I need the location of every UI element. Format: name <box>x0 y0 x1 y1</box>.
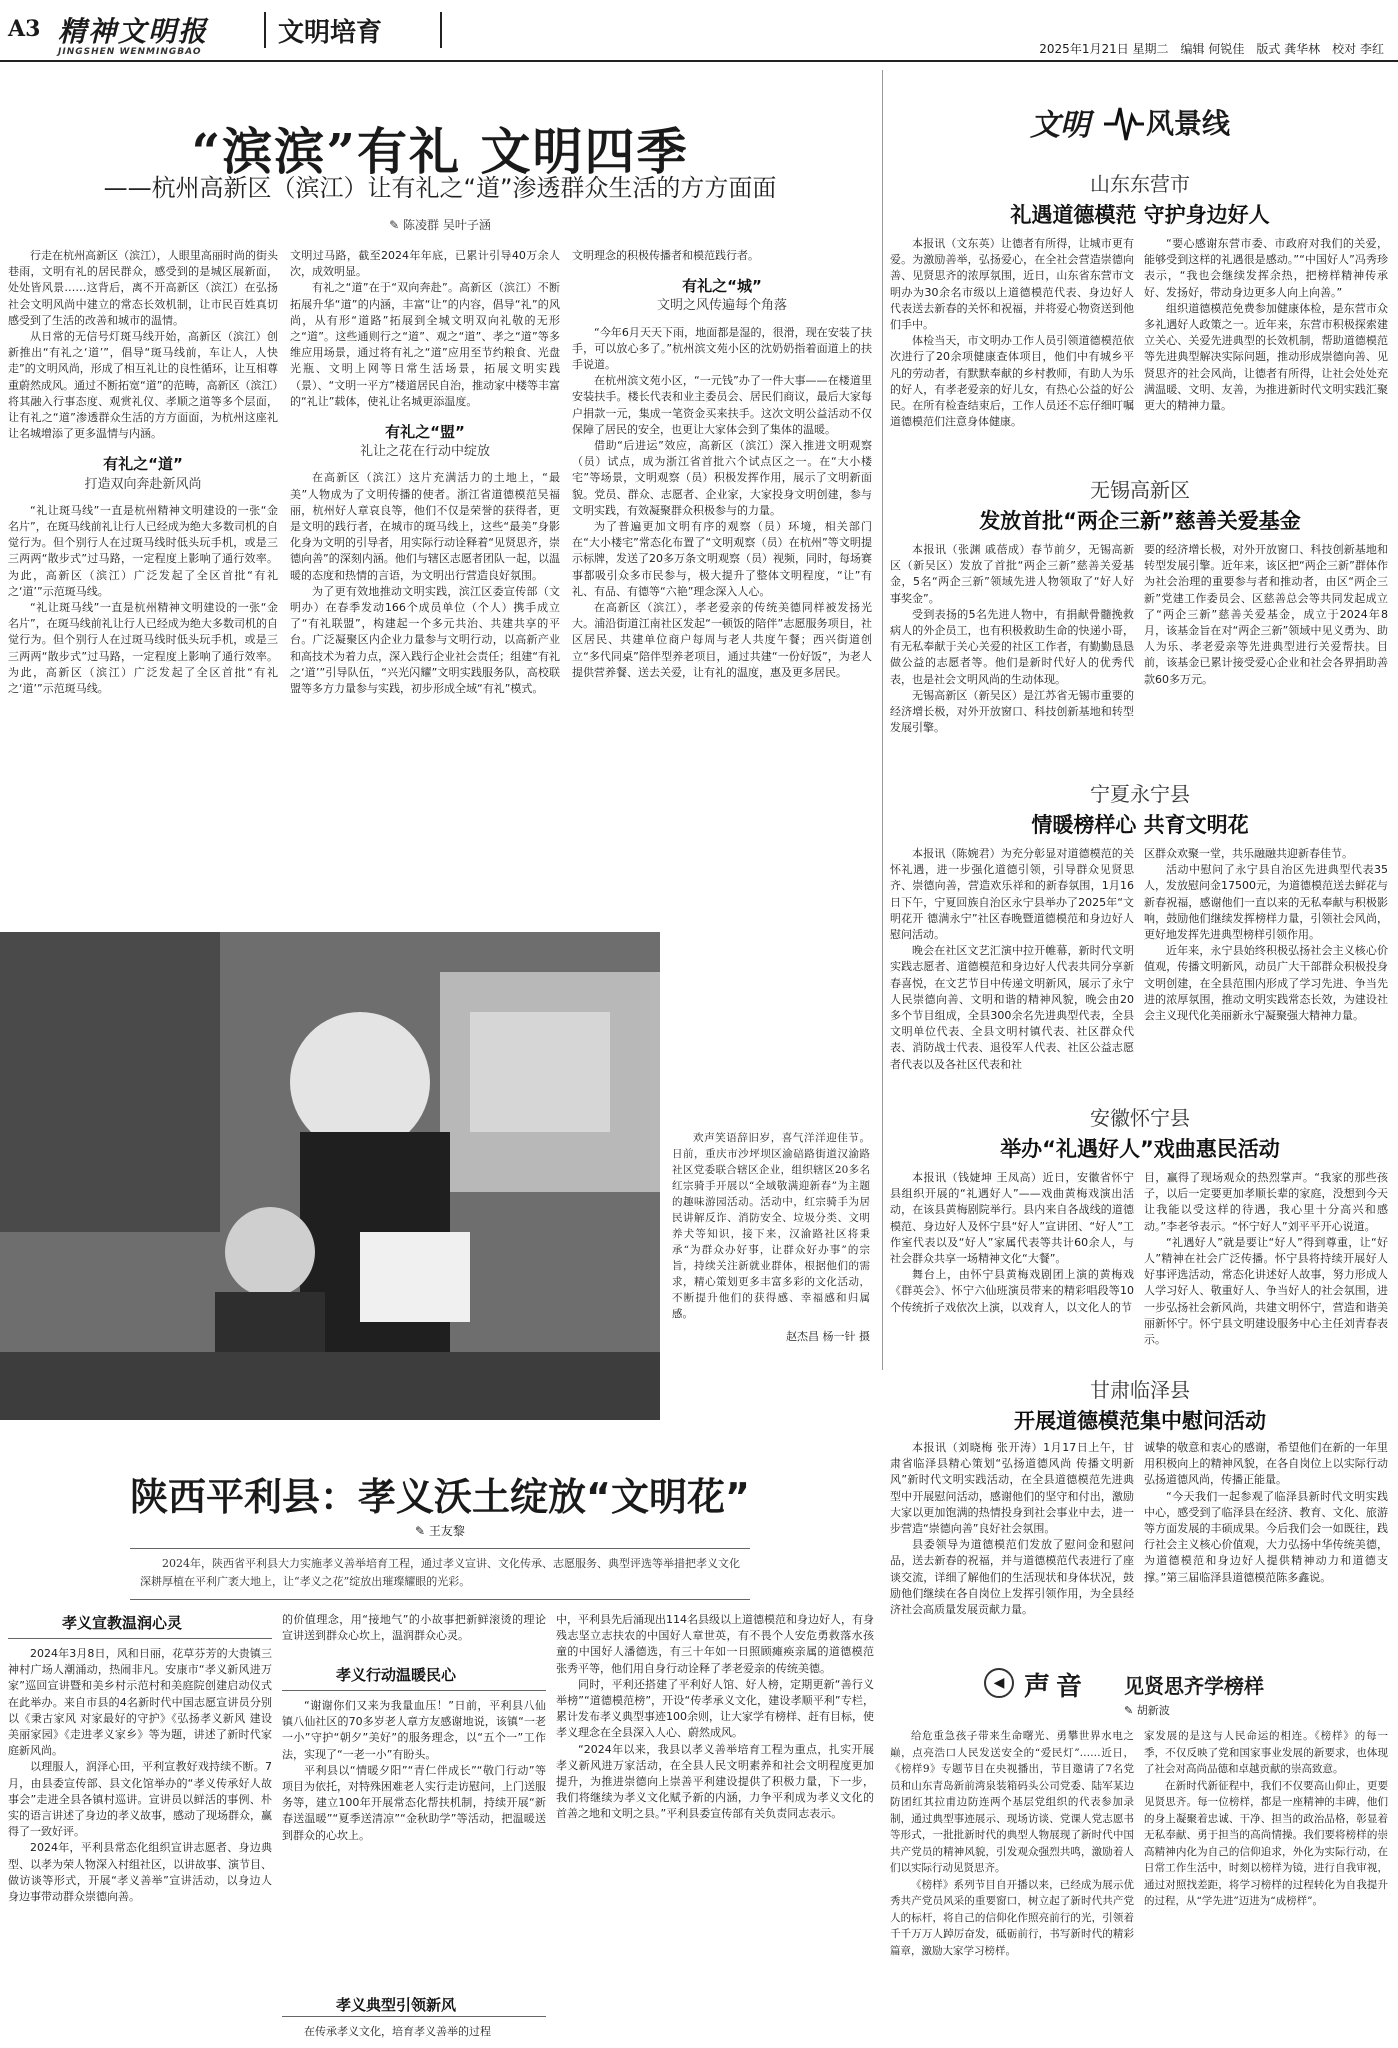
lead-col-2 <box>290 248 560 948</box>
news-body-right <box>1144 846 1388 1096</box>
shaanxi-col-2-bottom <box>282 2024 546 2044</box>
news-paragraph: 本报讯（张渊 戚蓓成）春节前夕，无锡高新区（新吴区）发放了首批“两企三新”慈善关爱基金，5名“两企三新”领域先进人物领取了“好人好事奖金”。 <box>890 543 1134 605</box>
column-brand-2: 风景线 <box>1146 107 1231 140</box>
photo-credit: 赵杰昌 杨一针 摄 <box>786 1330 870 1343</box>
voice-paragraph: 家发展的是这与人民命运的相连。《榜样》的每一季，不仅反映了党和国家事业发展的新要求，也体现了社会对高尚品德和卓越贡献的崇高致意。 <box>1144 1730 1388 1775</box>
lead-paragraph: “礼让斑马线”一直是杭州精神文明建设的一张“金名片”，在斑马线前礼让行人已经成为绝大多数司机的自觉行为。但个别行人在过斑马线时低头玩手机，或是三三两两“散步式”过马路，一定程度上影响了通行效率。为此，高新区（滨江）广泛发起了全区首批“有礼之‘道’”示范斑马线。 <box>8 601 278 696</box>
news-paragraph: 体检当天，市文明办工作人员引领道德模范依次进行了20余项健康查体项目，他们中有城乡平凡的劳动者，有默默奉献的乡村教师，有助人为乐的好人，有孝老爱亲的好儿女，有热心公益的好公民。在所有检查结束后，工作人员还不忘仔细叮嘱道德模范们注意身体健康。 <box>890 334 1134 429</box>
lead-paragraph: 从日常的无信号灯斑马线开始，高新区（滨江）创新推出“有礼之‘道’”，倡导“斑马线前，车让人，人快走”的文明风尚，形成了相互礼让的良性循环，让互相尊重蔚然成风。通过不断拓宽“道”的范畴，高新区（滨江）将其融入行事态度、观赏礼仪、孝顺之道等多个层面，让有礼之“道”渗透群众生活的方方面面，为杭州这座礼让名城增添了更多温情与内涵。 <box>8 330 278 441</box>
shaanxi-paragraph: 在传承孝义文化，培育孝义善举的过程 <box>304 2025 491 2038</box>
pen-icon: ✎ <box>415 1524 429 1538</box>
news-paragraph: 活动中慰问了永宁县自治区先进典型代表35人，发放慰问金17500元，为道德模范送去鲜花与新春祝福，感谢他们一直以来的无私奉献与积极影响，鼓励他们继续发挥榜样力量，引领社会风尚，更好地发挥先进典型榜样引领作用。 <box>1144 863 1388 942</box>
news-paragraph: 受到表扬的5名先进人物中，有捐献骨髓挽救病人的外企员工，也有积极救助生命的快递小哥，有无私奉献于关心关爱的社区工作者，有勤勤恳恳做公益的志愿者等。他们是新时代好人的优秀代表，也是社会文明风尚的生动体现。 <box>890 607 1134 686</box>
news-paragraph: 区群众欢聚一堂，共乐融融共迎新春佳节。 <box>1144 847 1353 860</box>
pen-icon: ✎ <box>1124 1704 1137 1717</box>
lead-sub-heading-1 <box>8 456 278 492</box>
shaanxi-paragraph: 平利县以“情暖夕阳”“青仁伴成长”“敬门行动”等项目为依托，对特殊困难老人实行走访慰问，上门送服务等，建立100年开展常态化帮扶机制，持续开展“新春送温暖”“夏季送清凉”“金秋助学”等活动，把温暖送到群众的心坎上。 <box>282 1763 546 1842</box>
shaanxi-paragraph: 以理服人，润泽心田，平利宣教好戏持续不断。7月，由县委宣传部、县文化馆举办的“孝义传承好人故事会”走进全县各镇村巡讲。宣讲员以鲜活的事例、朴实的语言讲述了身边的孝义故事，感动了现场群众，赢得了一致好评。 <box>8 1760 272 1839</box>
lead-sub-heading-2 <box>290 424 560 460</box>
news-paragraph: 组织道德模范免费参加健康体检，是东营市众多礼遇好人政策之一。近年来，东营市积极探索建立关心、关爱先进典型的长效机制，帮助道德模范等先进典型解决实际问题，推动形成崇德向善、见贤思齐的社会风尚，让德者有所得，让社会处处充满温暖、文明、友善，为推进新时代文明实践汇聚更大的精神力量。 <box>1144 301 1388 413</box>
sub-heading-title: 有礼之“城” <box>682 277 762 296</box>
shaanxi-col-3 <box>556 1612 874 2042</box>
lead-paragraph: 为了更有效地推动文明实践，滨江区委宣传部（文明办）在春季发动166个成员单位（个人）携手成立了“有礼联盟”，构建起一个多元共治、共建共享的平台。广泛凝聚区内企业力量参与文明行动，以高新产业和高技术为着力点，深入践行企业社会责任；组建“有礼之‘道’”引导队伍，“兴光闪耀”文明实践服务队，高校联盟等多方力量参与实践，初步形成全域“有礼”模式。 <box>290 584 560 696</box>
sub-heading-rule <box>8 1638 272 1639</box>
voice-title: 见贤思齐学榜样 <box>1124 1674 1264 1698</box>
voice-label: 声音 <box>1024 1672 1089 1702</box>
sub-heading-title: 有礼之“道” <box>103 455 183 474</box>
shaanxi-paragraph: 的价值理念，用“接地气”的小故事把新鲜滚烫的理论宣讲送到群众心坎上，温润群众心灵。 <box>282 1613 546 1643</box>
news-heading <box>890 778 1390 839</box>
shaanxi-sub-heading-1 <box>8 1612 272 1633</box>
voice-body-right <box>1144 1728 1388 2044</box>
sub-heading-title: 有礼之“盟” <box>385 423 465 442</box>
voice-header <box>984 1662 1388 1722</box>
news-body-right <box>1144 236 1388 462</box>
news-place: 无锡高新区 <box>1090 478 1190 502</box>
shaanxi-paragraph: 中，平利县先后涌现出114名县级以上道德模范和身边好人，有身残志坚立志扶农的中国好人章世英，有不畏个人安危勇救落水孩童的中国好人潘德选，有三十年如一日照顾瘫痪亲属的道德模范张秀平等，他们用自身行动诠释了孝老爱亲的传统美德。 <box>556 1613 874 1675</box>
voice-body-left <box>890 1728 1134 2044</box>
photo-caption-box <box>660 1118 882 1418</box>
lead-paragraph: 在杭州滨文苑小区，“一元钱”办了一件大事——在楼道里安装扶手。楼长代表和业主委员会、居民们商议，最后大家每户捐款一元，集成一笔资金买来扶手。这次文明公益活动不仅保障了居民的安全，也更让大家体会到了集体的温暖。 <box>572 374 872 436</box>
pen-icon: ✎ <box>389 218 404 232</box>
news-body-left <box>890 846 1134 1096</box>
shaanxi-paragraph: 2024年3月8日，风和日丽，花草芬芳的大贵镇三神村广场人潮涌动，热闹非凡。安康市“孝义新风进万家”巡回宣讲暨和美乡村示范村和美庭院创建启动仪式在此举办。来自市县的4名新时代中国志愿宣讲员分别以《秉古家风 对家最好的守护》《弘扬孝义新风 建设美丽家园》《走进孝义家乡》等为题，讲述了新时代家庭新风尚。 <box>8 1647 272 1758</box>
voice-paragraph: 《榜样》系列节目自开播以来，已经成为展示优秀共产党员风采的重要窗口，树立起了新时代共产党人的标杆，将自己的信仰化作照亮前行的光，引领着千千万万人踔厉奋发，砥砺前行，书写新时代的精彩篇章，激励大家学习榜样。 <box>890 1878 1134 1957</box>
lead-paragraph: 文明过马路，截至2024年年底，已累计引导40万余人次，成效明显。 <box>290 249 560 279</box>
page-number: A3 <box>8 16 41 42</box>
lead-paragraph: “今年6月天天下雨，地面都是湿的，很滑，现在安装了扶手，可以放心多了。”杭州滨文苑小区的沈奶奶指着面道上的扶手说道。 <box>572 325 872 372</box>
sub-heading-slogan: 文明之风传遍每个角落 <box>656 298 787 314</box>
shaanxi-intro: 2024年，陕西省平利县大力实施孝义善举培育工程，通过孝义宣讲、文化传承、志愿服务、典型评选等举措把孝义文化深耕厚植在平利广袤大地上，让“孝义之花”绽放出璀璨耀眼的光彩。 <box>140 1557 740 1588</box>
section-divider-2 <box>440 12 442 48</box>
lead-paragraph: 在高新区（滨江），孝老爱亲的传统美德同样被发扬光大。浦沿街道江南社区发起“一顿饭的陪伴”志愿服务项目，社区居民、共建单位商户每周与老人共度午餐；西兴街道创立“多代同桌”陪伴型养老项目，通过共建“一份好饭”，为老人提供营养餐、送去关爱，让有礼的温度，惠及更多居民。 <box>572 601 872 679</box>
news-paragraph: 晚会在社区文艺汇演中拉开帷幕，新时代文明实践志愿者、道德模范和身边好人代表共同分享新春喜悦，在文艺节目中传递文明新风，展示了永宁人民崇德向善、文明和谐的精神风貌，晚会由20多个节目组成，全县300余名先进典型代表，全县文明单位代表、全县文明村镇代表、社区群众代表、消防战士代表、退役军人代表、社区公益志愿者代表以及各社区代表和社 <box>890 944 1134 1071</box>
section-name: 文明培育 <box>278 18 383 48</box>
news-heading <box>890 1374 1390 1435</box>
news-body-left <box>890 1170 1134 1366</box>
shaanxi-paragraph: 同时，平利还搭建了平利好人馆、好人榜，定期更新“善行义举榜”“道德模范榜”，开设“传孝承义文化，建设孝顺平利”专栏，累计发布孝义典型事迹100余则，让大家学有榜样、赶有目标，使孝义理念在全县深入人心、蔚然成风。 <box>556 1677 874 1740</box>
news-body-left <box>890 236 1134 462</box>
column-header <box>890 96 1390 156</box>
lead-byline-text: 陈凌群 吴叶子涵 <box>403 218 491 232</box>
sub-heading-title: 孝义行动温暖民心 <box>336 1666 457 1684</box>
news-place: 甘肃临泽县 <box>1090 1378 1190 1402</box>
shaanxi-paragraph: “2024年以来，我县以孝义善举培育工程为重点，扎实开展孝义新风进万家活动，在全县人民文明素养和社会文明程度更加提升，为推进崇德向上崇善平利建设提供了积极力量，下一步，我们将继续为孝义文化赋予新的内涵，力争平利成为孝义文化的首善之地和文明之县。”平利县委宣传部有关负责同志表示。 <box>556 1742 874 1821</box>
news-body-right <box>1144 1170 1388 1366</box>
news-paragraph: 县委领导为道德模范们发放了慰问金和慰问品，送去新春的祝福，并与道德模范代表进行了座谈交流，详细了解他们的生活现状和身体状况，鼓励他们继续在各自岗位上发挥引领作用，为全县经济社会高质量发展贡献力量。 <box>890 1538 1134 1617</box>
news-heading <box>890 1102 1390 1163</box>
news-paragraph: “要心感谢东营市委、市政府对我们的关爱，能够受到这样的礼遇很是感动。”“中国好人”冯秀珍表示，“我也会继续发挥余热，把榜样精神传承好、发扬好，带动身边更多人向上向善。” <box>1144 237 1388 299</box>
shaanxi-sub-heading-2 <box>282 1664 546 1685</box>
news-body-left <box>890 542 1134 766</box>
news-body-right <box>1144 1440 1388 1650</box>
shaanxi-paragraph: 2024年，平利县常态化组织宣讲志愿者、身边典型、以孝为荣人物深入村组社区，以讲故事、演节目、做访谈等形式，开展“孝义善举”宣讲活动，以身边人身边事带动群众崇德向善。 <box>8 1841 272 1904</box>
news-paragraph: 本报讯（陈婉君）为充分彰显对道德模范的关怀礼遇，进一步强化道德引领，引导群众见贤思齐、崇德向善，营造欢乐祥和的新春氛围，1月16日下午，宁夏回族自治区永宁县举办了2025年“文明花开 德满永宁”社区春晚暨道德模范和身边好人慰问活动。 <box>890 847 1134 942</box>
shaanxi-sub-heading-3 <box>282 1994 546 2015</box>
news-paragraph: 诚挚的敬意和衷心的感谢，希望他们在新的一年里用积极向上的精神风貌，在各自岗位上以实际行动弘扬道德风尚，传播正能量。 <box>1144 1441 1388 1487</box>
lead-paragraph: “礼让斑马线”一直是杭州精神文明建设的一张“金名片”，在斑马线前礼让行人已经成为绝大多数司机的自觉行为。但个别行人在过斑马线时低头玩手机，或是三三两两“散步式”过马路，一定程度上影响了通行效率。为此，高新区（滨江）广泛发起了全区首批“有礼之‘道’”示范斑马线。 <box>8 503 278 598</box>
sub-heading-title: 孝义典型引领新风 <box>336 1996 457 2014</box>
lead-title: “滨滨”有礼 文明四季 <box>191 122 689 181</box>
shaanxi-col-1 <box>8 1646 272 2042</box>
lead-col-1 <box>8 248 278 948</box>
news-paragraph: “今天我们一起参观了临泽县新时代文明实践中心，感受到了临泽县在经济、教育、文化、旅游等方面发展的丰硕成果。今后我们会一如既往，践行社会主义核心价值观，大力弘扬中华传统美德，为道德模范和身边好人提供精神动力和道德支撑。”第三届临泽县道德模范陈多鑫说。 <box>1144 1489 1388 1584</box>
news-paragraph: 舞台上，由怀宁县黄梅戏剧团上演的黄梅戏《群英会》、怀宁六仙班演员带来的精彩唱段等10个传统折子戏依次上演，以戏育人，以文化人的节 <box>890 1268 1134 1314</box>
lead-col-3 <box>572 248 872 948</box>
sub-heading-title: 孝义宣教温润心灵 <box>62 1614 183 1632</box>
shaanxi-byline-text: 王友黎 <box>428 1524 465 1538</box>
news-paragraph: 近年来，永宁县始终积极弘扬社会主义核心价值观，传播文明新风，动员广大干部群众积极投身文明创建，在全县范围内形成了学习先进、争当先进的浓厚氛围，推动文明实践常态长效，为建设社会主义现代化美丽新永宁凝聚强大精神力量。 <box>1144 944 1388 1023</box>
news-paragraph: 目，赢得了现场观众的热烈掌声。“我家的那些孩子，以后一定要更加孝顺长辈的家庭，没想到今天让我能以受这样的待遇，我心里十分高兴和感动。”李老爷表示。“怀宁好人”刘平平开心说道。 <box>1144 1171 1388 1233</box>
news-place: 山东东营市 <box>1090 172 1190 196</box>
news-paragraph: 要的经济增长极，对外开放窗口、科技创新基地和转型发展引擎。近年来，该区把“两企三新”群体作为社会治理的重要参与者和推动者，由区“两企三新”党建工作委员会、区慈善总会等共同发起成立了“两企三新”慈善关爱基金，成立于2024年8月，该基金旨在对“两企三新”领域中见义勇为、助人为乐、孝老爱亲等先进典型进行关爱帮扶。目前，该基金已累计接受爱心企业和社会各界捐助善款60多万元。 <box>1144 543 1388 686</box>
voice-paragraph: 在新时代新征程中，我们不仅要高山仰止，更要见贤思齐。每一位榜样，都是一座精神的丰碑，他们的身上凝聚着忠诚、干净、担当的政治品格，彰显着无私奉献、勇于担当的高尚情操。我们要将榜样的崇高精神内化为自己的信仰追求，外化为实际行动，在日常工作生活中，时刻以榜样为镜，进行自我审视，通过对照找差距，将学习榜样的过程转化为自我提升的过程，从“学先进”迈进为“成榜样”。 <box>1144 1779 1388 1907</box>
news-headline: 礼遇道德模范 守护身边好人 <box>1010 203 1270 227</box>
paper-name: 精神文明报 <box>58 15 209 48</box>
shaanxi-intro-box <box>130 1548 750 1600</box>
news-place: 宁夏永宁县 <box>1090 782 1190 806</box>
news-heading <box>890 474 1390 535</box>
heartbeat-icon <box>1104 102 1144 142</box>
masthead <box>0 0 1398 62</box>
sub-heading-slogan: 打造双向奔赴新风尚 <box>84 476 202 492</box>
lead-subtitle: ——杭州高新区（滨江）让有礼之“道”渗透群众生活的方方面面 <box>103 174 777 202</box>
news-paragraph: 本报讯（文东英）让德者有所得，让城市更有爱。为激励善举，弘扬爱心，在全社会营造崇德向善、见贤思齐的浓厚氛围，近日，山东省东营市文明办为30余名市级以上道德模范代表、身边好人代表送去新春的关怀和祝福，并将爱心物资送到他们手中。 <box>890 237 1134 332</box>
lead-byline <box>0 216 880 233</box>
news-headline: 举办“礼遇好人”戏曲惠民活动 <box>1000 1137 1280 1161</box>
sub-heading-rule <box>282 1690 546 1691</box>
lead-paragraph: 借助“后进运”效应，高新区（滨江）深入推进文明观察（员）试点，成为浙江省首批六个试点区之一。在“大小楼宅”等场景，文明观察（员）积极发挥作用，展示了文明新面貌。党员、群众、志愿者、企业家，大家投身文明创建，参与文明实践，有效凝聚群众积极参与的力量。 <box>572 439 872 517</box>
shaanxi-byline <box>0 1522 880 1539</box>
photo-illustration <box>0 932 660 1420</box>
news-headline: 开展道德模范集中慰问活动 <box>1014 1409 1266 1433</box>
voice-byline-text: 胡新波 <box>1136 1704 1170 1717</box>
voice-byline <box>1124 1702 1170 1718</box>
masthead-rule <box>0 60 1398 62</box>
speaker-icon: ◀ <box>984 1668 1014 1698</box>
shaanxi-paragraph: “谢谢你们又来为我量血压！”日前，平利县八仙镇八仙社区的70多岁老人章方友感谢地说，该镇“一老一小”守护“朝夕”美好”的服务理念，以“五个一”工作法，实现了“一老一小”有盼头。 <box>282 1699 546 1761</box>
column-brand: 文明 <box>1030 108 1090 143</box>
sub-heading-rule <box>282 2016 546 2017</box>
shaanxi-col-2-mid <box>282 1698 546 1984</box>
news-paragraph: 本报讯（钱婕坤 王凤高）近日，安徽省怀宁县组织开展的“礼遇好人”——戏曲黄梅戏演出活动，在该县黄梅剧院举行。县内来自各战线的道德模范、身边好人及怀宁县“好人”宣讲团、“好人”工作室代表以及“好人”家属代表等共计60余人，与社会群众共享一场精神文化“大餐”。 <box>890 1171 1134 1266</box>
issue-line: 2025年1月21日 星期二 编辑 何锐佳 版式 龚华林 校对 李红 <box>1039 42 1384 56</box>
news-photo <box>0 932 660 1420</box>
lead-paragraph: 在高新区（滨江）这片充满活力的土地上，“最美”人物成为了文明传播的使者。浙江省道德模范吴福丽，杭州好人章哀良等，他们不仅是荣誉的获得者，更是文明的践行者，在城市的斑马线上，这些“最美”身影化身为文明的引导者，用实际行动诠释着“见贤思齐，崇德向善”的深刻内涵。他们与辖区志愿者团队一起，以温暖的态度和热情的言语，为文明出行营造良好氛围。 <box>290 471 560 582</box>
lead-paragraph: 有礼之“道”在于“双向奔赴”。高新区（滨江）不断拓展升华“道”的内涵，丰富“让”的内容，倡导“礼”的风尚，从有形“道路”拓展到全城文明双向礼敬的无形之“道”。这些通则行之“道”、观之“道”、孝之“道”等多维应用场景，通过将有礼之“道”应用至节约粮食、光盘光瓶、文明上网等日常生活场景，拓展文明实践（景）、“文明一平方”楼道居民自治，推动家中楼等丰富的“礼让”载体，使礼让名城更添温度。 <box>290 281 560 408</box>
shaanxi-title: 陕西平利县：孝义沃土绽放“文明花” <box>130 1475 750 1519</box>
news-heading <box>890 168 1390 229</box>
photo-caption: 欢声笑语辞旧岁，喜气洋洋迎佳节。日前，重庆市沙坪坝区渝碚路街道汉渝路社区党委联合辖区企业，组织辖区20多名红宗骑手开展以“全域敬满迎新春”为主题的趣味游园活动。活动中，红宗骑手为居民讲解反诈、消防安全、垃圾分类、文明养犬等知识，接下来，汉渝路社区将秉承“为群众办好事，让群众好办事”的宗旨，持续关注新就业群体，根据他们的需求，精心策划更多丰富多彩的文化活动，不断提升他们的获得感、幸福感和归属感。 <box>672 1132 870 1320</box>
news-headline: 情暖榜样心 共育文明花 <box>1031 813 1249 837</box>
news-paragraph: 无锡高新区（新吴区）是江苏省无锡市重要的经济增长极，对外开放窗口、科技创新基地和转型发展引擎。 <box>890 688 1134 735</box>
lead-paragraph: 行走在杭州高新区（滨江），人眼里高丽时尚的街头巷雨，文明有礼的居民群众，感受到的是城区展新面，处处皆风景……这背后，离不开高新区（滨江）在弘扬社会文明风尚中建立的常态长效机制，让市民百姓真切感受到了生活的改善和城市的温情。 <box>8 249 278 327</box>
shaanxi-col-2-top <box>282 1612 546 1652</box>
news-paragraph: “礼遇好人”就是要让“好人”得到尊重，让“好人”精神在社会广泛传播。怀宁县将持续开展好人好事评选活动，常态化讲述好人故事，努力形成人人学习好人、敬重好人、争当好人的社会氛围，进一步弘扬社会新风尚，共建文明怀宁，营造和谐美丽新怀宁。怀宁县文明建设服务中心主任刘青春表示。 <box>1144 1235 1388 1347</box>
news-paragraph: 本报讯（刘晓梅 张开涛）1月17日上午，甘肃省临泽县精心策划“弘扬道德风尚 传播文明新风”新时代文明实践活动，在全县道德模范先进典型中开展慰问活动，感谢他们的坚守和付出，激励大家以更加饱满的热情投身到社会事业中去，进一步营造“崇德向善”良好社会氛围。 <box>890 1441 1134 1536</box>
news-body-right <box>1144 542 1388 766</box>
column-divider <box>882 70 883 1370</box>
paper-pinyin: JINGSHEN WENMINGBAO <box>58 47 202 57</box>
news-place: 安徽怀宁县 <box>1090 1106 1190 1130</box>
lead-sub-heading-3 <box>572 278 872 314</box>
voice-paragraph: 给危重急孩子带来生命曙光、勇攀世界水电之巅，点亮浩口人民发送安全的“爱民灯”……近日，《榜样9》专题节目在央视播出，节目邀请了7名党员和山东青岛新前湾泉装箱码头公司党委、陆军某边防团红其拉甫边防连两个基层党组织的代表参加录制，通过典型事迹展示、现场访谈、党课人党志愿书等形式，一批批新时代的典型人物展现了新时代中国共产党员的精神风貌，引发观众强烈共鸣，激励着人们以实际行动见贤思齐。 <box>890 1730 1134 1874</box>
sub-heading-slogan: 礼让之花在行动中绽放 <box>359 444 490 460</box>
news-body-left <box>890 1440 1134 1650</box>
lead-paragraph: 文明理念的积极传播者和模范践行者。 <box>572 249 759 262</box>
news-headline: 发放首批“两企三新”慈善关爱基金 <box>979 509 1301 533</box>
lead-paragraph: 为了普遍更加文明有序的观察（员）环境，相关部门在“大小楼宅”常态化布置了“文明观察（员）在杭州”等文明提示标牌，发送了20多万条文明观察（员）视频，同时，每场赛事都吸引众多市民参与，极大提升了整体文明程度，“让”有礼、有品、有德等“六艳”理念深入人心。 <box>572 520 872 598</box>
section-divider <box>264 12 266 48</box>
